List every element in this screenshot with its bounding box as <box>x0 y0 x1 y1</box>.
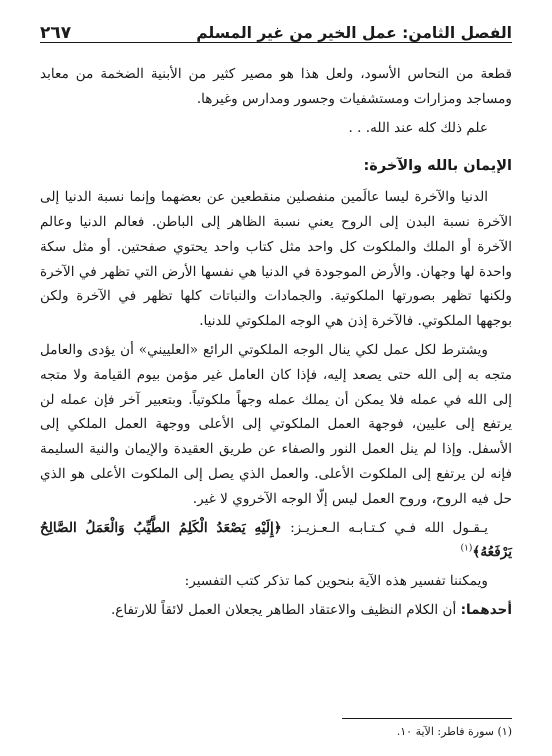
verse-intro: يـقـول الله فـي كـتـابـه الـعـزيـز: <box>290 519 488 536</box>
page-header <box>40 14 512 44</box>
section-heading: الإيمان بالله والآخرة: <box>363 158 512 175</box>
first-interpretation-text: أن الكلام النظيف والاعتقاد الطاهر يجعلان العمل لائقاً للارتفاع. <box>110 601 457 618</box>
paragraph-7 <box>40 598 512 623</box>
footnote-rule <box>342 718 512 719</box>
paragraph-4: ويشترط لكل عمل لكي ينال الوجه الملكوتي الرائع «العلييني» أن يؤدى والعامل متجه به إلى الله حتى يصعد إليه، فإذا كان العامل غير مؤمن بيوم القيامة ولا متجه إلى الله في عمله فلا يمكن أن يملك عمله وجهاً ملكوتياً. وبتعبير آخر فإن عمله لن يرتفع إلى عليين، فوجهة العمل الملكوتي إلى الأعلى ووجهة العمل الملكي إلى الأسفل. وإذا لم ينل العمل النور والصفاء عن طريق العقيدة والإيمان والنية السليمة فإنه لن يرتفع إلى الملكوت الأعلى. والعمل الذي يصل إلى الملكوت الأعلى هو الذي حل فيه الروح، وروح العمل ليس إلّا الوجه الآخروي لا غير. <box>40 341 512 507</box>
first-interpretation-label: أحدهما: <box>460 601 512 618</box>
footnote-ref: (١) <box>460 543 473 554</box>
paragraph-5 <box>40 516 512 566</box>
paragraph-1: قطعة من النحاس الأسود، ولعل هذا هو مصير كثير من الأبنية الضخمة من معابد ومساجد ومزارات ومستشفيات وجسور ومدارس وغيرها. <box>40 66 512 107</box>
footnote: (١) سورة فاطر: الآية ١٠. <box>396 725 512 738</box>
body-text <box>40 62 512 623</box>
chapter-title: الفصل الثامن: عمل الخير من غير المسلم <box>196 24 512 42</box>
paragraph-2: علم ذلك كله عند الله. . . <box>348 119 488 136</box>
paragraph-6: ويمكننا تفسير هذه الآية بنحوين كما تذكر كتب التفسير: <box>184 573 488 590</box>
quran-verse: ﴿إِلَيْهِ يَصْعَدُ الْكَلِمُ الطَّيِّبُ وَالْعَمَلُ الصَّالِحُ يَرْفَعُهُ﴾ <box>40 519 512 561</box>
paragraph-3: الدنيا والآخرة ليسا عالَمين منفصلين منقطعين عن بعضهما وإنما نسبة الدنيا إلى الآخرة نسبة البدن إلى الروح يعني نسبة الظاهر إلى الباطن. فعالم الدنيا وعالم الآخرة أو الملك والملكوت كل واحد مثل كتاب واحد يحتوي صفحتين. أو مثل سكة واحدة لها وجهان. والأرض الموجودة في الدنيا هي نفسها الأرض التي تظهر في الآخرة ولكنها تظهر بصورتها الملكوتية. والجمادات والنباتات كلها تظهر في الآخرة ولكن بوجهها الملكوتي. فالآخرة إذن هي الوجه الملكوتي للدنيا. <box>40 189 512 330</box>
header-rule <box>40 42 512 43</box>
page-number: ٢٦٧ <box>40 23 72 43</box>
